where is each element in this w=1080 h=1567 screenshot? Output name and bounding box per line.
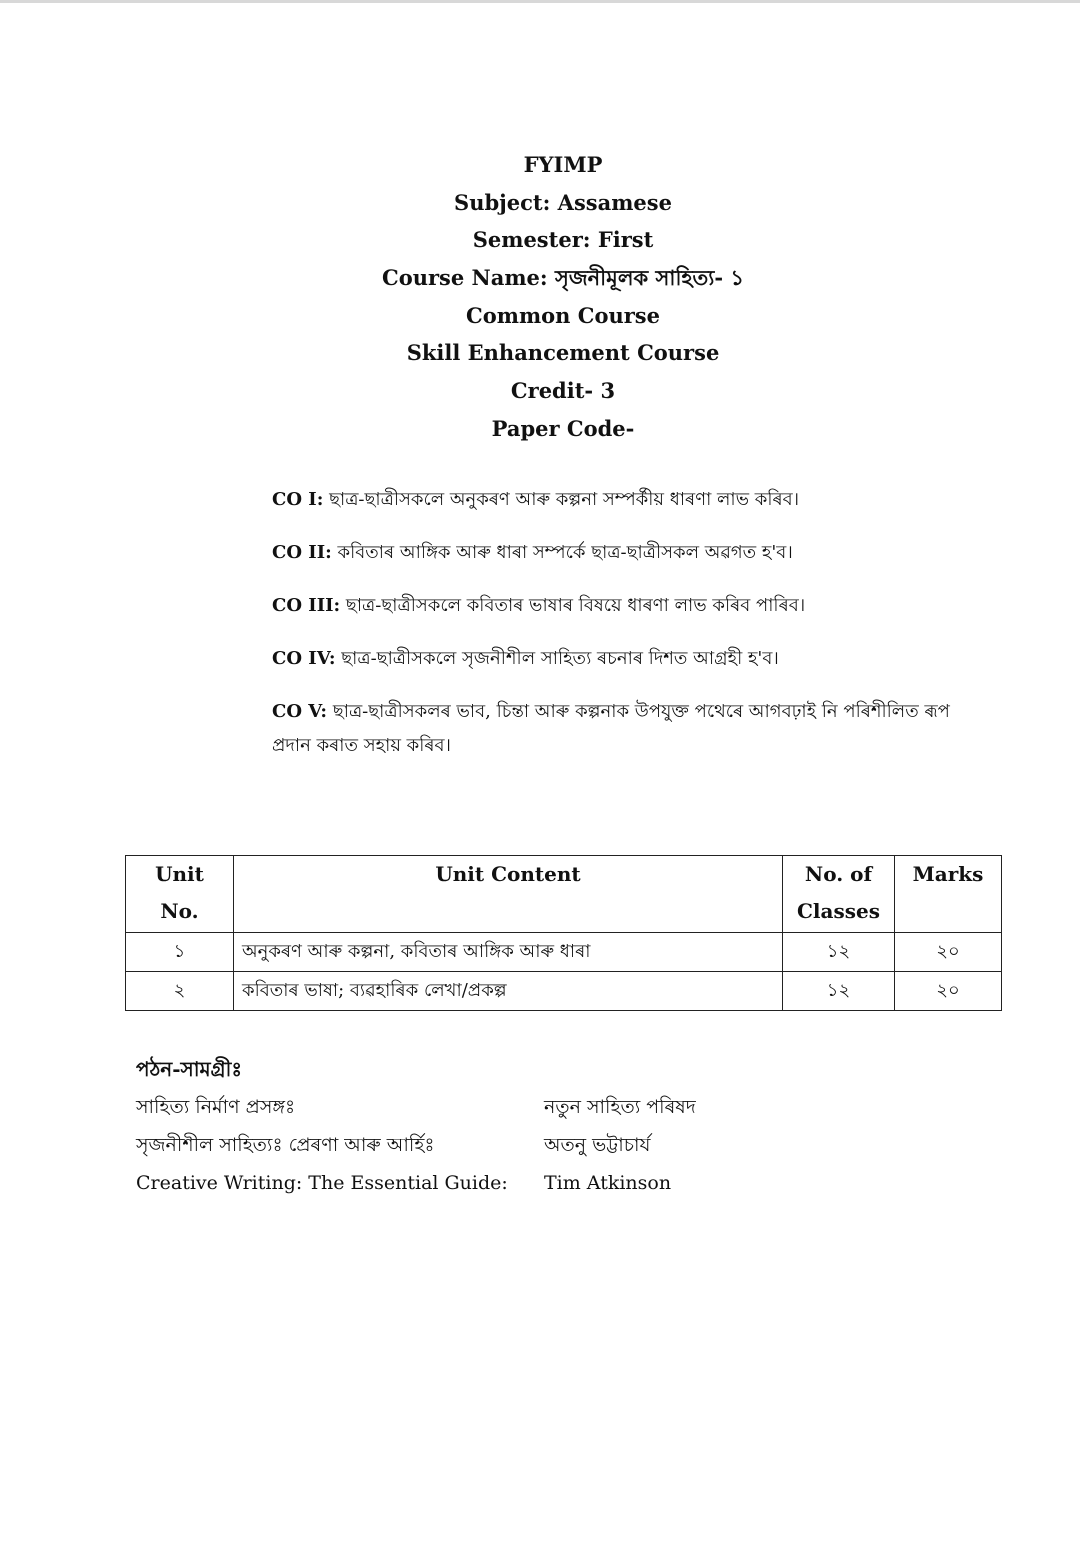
subject-line: Subject: Assamese [454,189,672,215]
credit-line: Credit- 3 [510,378,616,404]
header-no-of-classes: No. of Classes [783,856,895,933]
reading-item-title: সাহিত্য নিৰ্মাণ প্ৰসঙ্গঃ [136,1096,296,1118]
cell-marks: ২০ [895,972,1002,1011]
paper-code-line: Paper Code- [491,415,635,441]
course-outcome-2 [272,536,972,570]
reading-item-author: নতুন সাহিত্য পৰিষদ [544,1096,696,1118]
reading-materials [136,1050,1016,1202]
course-name-line: Course Name: সৃজনীমূলক সাহিত্য- ১ [381,265,744,291]
course-outcome-1 [272,483,972,517]
course-outcome-3 [272,589,972,623]
reading-materials-title: পঠন-সামগ্ৰীঃ [136,1057,242,1081]
header-unit-content: Unit Content [234,856,783,933]
table-header-row [126,856,1002,933]
table-row [126,933,1002,972]
course-outcome-text: ছাত্ৰ-ছাত্ৰীসকলে সৃজনীশীল সাহিত্য ৰচনাৰ দিশত আগ্ৰহী হ'ব। [341,648,779,669]
table-row [126,972,1002,1011]
course-outcome-text: ছাত্ৰ-ছাত্ৰীসকলে কবিতাৰ ভাষাৰ বিষয়ে ধাৰণা লাভ কৰিব পাৰিব। [345,595,806,616]
cell-unit-no: ১ [126,933,234,972]
cell-marks: ২০ [895,933,1002,972]
course-category-line: Skill Enhancement Course [406,340,720,366]
course-outcome-label: CO IV: [272,648,336,669]
course-outcome-label: CO V: [272,701,328,722]
course-outcome-label: CO III: [272,595,341,616]
reading-item-author: অতনু ভট্টাচাৰ্য [544,1134,651,1156]
reading-item [136,1164,1016,1202]
cell-unit-content: কবিতাৰ ভাষা; ব্যৱহাৰিক লেখা/প্ৰকল্প [234,972,783,1011]
course-type-line: Common Course [466,302,660,328]
unit-table [125,855,1002,1011]
page-top-edge [0,0,1080,3]
reading-item-title: সৃজনীশীল সাহিত্যঃ প্ৰেৰণা আৰু আৰ্হিঃ [136,1134,435,1156]
course-outcome-5 [272,695,972,763]
program-name: FYIMP [523,152,603,177]
course-outcome-text: ছাত্ৰ-ছাত্ৰীসকলৰ ভাব, চিন্তা আৰু কল্পনাক উপযুক্ত পথেৰে আগবঢ়াই নি পৰিশীলিত ৰূপ প্ৰদান কৰাত সহায় কৰিব। [272,701,950,756]
reading-item-title: Creative Writing: The Essential Guide: [136,1172,508,1194]
cell-unit-no: ২ [126,972,234,1011]
cell-no-of-classes: ১২ [783,972,895,1011]
header-marks: Marks [895,856,1002,933]
header-unit-no: Unit No. [126,856,234,933]
course-outcome-text: কবিতাৰ আঙ্গিক আৰু ধাৰা সম্পৰ্কে ছাত্ৰ-ছাত্ৰীসকল অৱগত হ'ব। [337,542,793,563]
semester-line: Semester: First [472,227,654,253]
course-outcomes [272,483,972,782]
course-header [0,146,1080,448]
reading-item [136,1126,1016,1164]
cell-no-of-classes: ১২ [783,933,895,972]
course-outcome-text: ছাত্ৰ-ছাত্ৰীসকলে অনুকৰণ আৰু কল্পনা সম্পৰ্কীয় ধাৰণা লাভ কৰিব। [329,489,800,510]
cell-unit-content: অনুকৰণ আৰু কল্পনা, কবিতাৰ আঙ্গিক আৰু ধাৰা [234,933,783,972]
reading-item [136,1088,1016,1126]
course-outcome-4 [272,642,972,676]
course-outcome-label: CO I: [272,489,324,510]
reading-item-author: Tim Atkinson [544,1172,672,1194]
course-outcome-label: CO II: [272,542,332,563]
